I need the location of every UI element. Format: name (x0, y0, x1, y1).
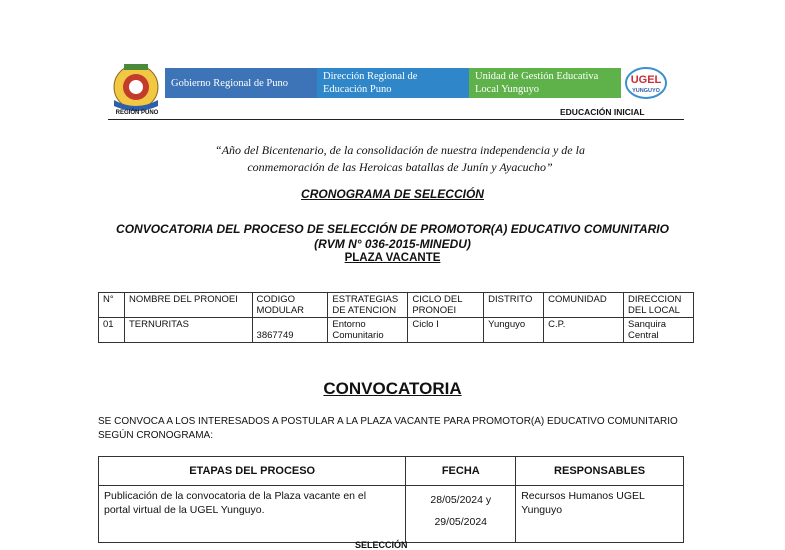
col-header-nombre: NOMBRE DEL PRONOEI (124, 293, 252, 318)
cell-responsables: Recursos Humanos UGEL Yunguyo (516, 486, 684, 543)
header-band-direccion (317, 68, 469, 98)
band-gobierno-text: Gobierno Regional de Puno (171, 77, 288, 89)
cell-codigo: 3867749 (252, 318, 328, 343)
col-header-distrito: DISTRITO (484, 293, 544, 318)
schedule-header-row (99, 457, 684, 486)
plaza-vacante-title: PLAZA VACANTE (344, 252, 441, 264)
ugel-logo-text: UGEL (630, 74, 662, 86)
motto-line2: conmemoración de las Heroicas batallas de Junín y Ayacucho” (247, 160, 553, 174)
table-row (99, 486, 684, 543)
cell-estrategia: Entorno Comunitario (328, 318, 408, 343)
intro-line1: SE CONVOCA A LOS INTERESADOS A POSTULAR A LA PLAZA VACANTE PARA PROMOTOR(A) EDUCATIVO COMUNITARIO (98, 416, 678, 427)
ugel-yunguyo-logo (624, 66, 668, 100)
cell-etapa: Publicación de la convocatoria de la Plaza vacante en el portal virtual de la UGEL Yunguyo. (99, 486, 406, 543)
cell-n: 01 (99, 318, 125, 343)
cell-ciclo: Ciclo I (408, 318, 484, 343)
schedule-table (98, 456, 684, 543)
col-header-ciclo: CICLO DEL PRONOEI (408, 293, 484, 318)
convocatoria-subtitle-line2: (RVM N° 036-2015-MINEDU) (314, 237, 471, 251)
section-label: EDUCACIÓN INICIAL (560, 107, 645, 117)
header-divider (108, 119, 684, 120)
band-ugel-line1: Unidad de Gestión Educativa (475, 71, 599, 82)
col-header-responsables: RESPONSABLES (516, 457, 684, 486)
cell-distrito: Yunguyo (484, 318, 544, 343)
col-header-n: N° (99, 293, 125, 318)
cell-nombre: TERNURITAS (124, 318, 252, 343)
cronograma-title: CRONOGRAMA DE SELECCIÓN (301, 187, 484, 201)
ugel-logo-sub: YUNGUYO (632, 88, 660, 94)
table-row (99, 318, 694, 343)
pronoei-table (98, 292, 694, 343)
convocatoria-subtitle-line1: CONVOCATORIA DEL PROCESO DE SELECCIÓN DE PROMOTOR(A) EDUCATIVO COMUNITARIO (116, 222, 669, 236)
col-header-fecha: FECHA (406, 457, 516, 486)
col-header-etapas: ETAPAS DEL PROCESO (99, 457, 406, 486)
header-band-gobierno (165, 68, 317, 98)
header-band-ugel (469, 68, 621, 98)
cut-off-row-text: SELECCIÓN (355, 540, 408, 550)
col-header-comunidad: COMUNIDAD (544, 293, 624, 318)
intro-line2: SEGÚN CRONOGRAMA: (98, 430, 214, 441)
cell-direccion: Sanquira Central (624, 318, 694, 343)
intro-paragraph (98, 415, 718, 443)
band-ugel-line2: Local Yunguyo (475, 84, 540, 95)
col-header-direccion: DIRECCION DEL LOCAL (624, 293, 694, 318)
pronoei-header-row (99, 293, 694, 318)
band-direccion-line2: Educación Puno (323, 84, 392, 95)
col-header-codigo: CODIGO MODULAR (252, 293, 328, 318)
col-header-estrategias: ESTRATEGIAS DE ATENCION (328, 293, 408, 318)
region-puno-emblem (108, 60, 164, 116)
cell-fecha: 28/05/2024 y 29/05/2024 (406, 486, 516, 543)
convocatoria-title: CONVOCATORIA (323, 379, 462, 398)
region-caption: REGIÓN PUNO (115, 110, 159, 116)
motto-line1: “Año del Bicentenario, de la consolidación de nuestra independencia y de la (215, 143, 585, 157)
band-direccion-line1: Dirección Regional de (323, 71, 418, 82)
cell-comunidad: C.P. (544, 318, 624, 343)
